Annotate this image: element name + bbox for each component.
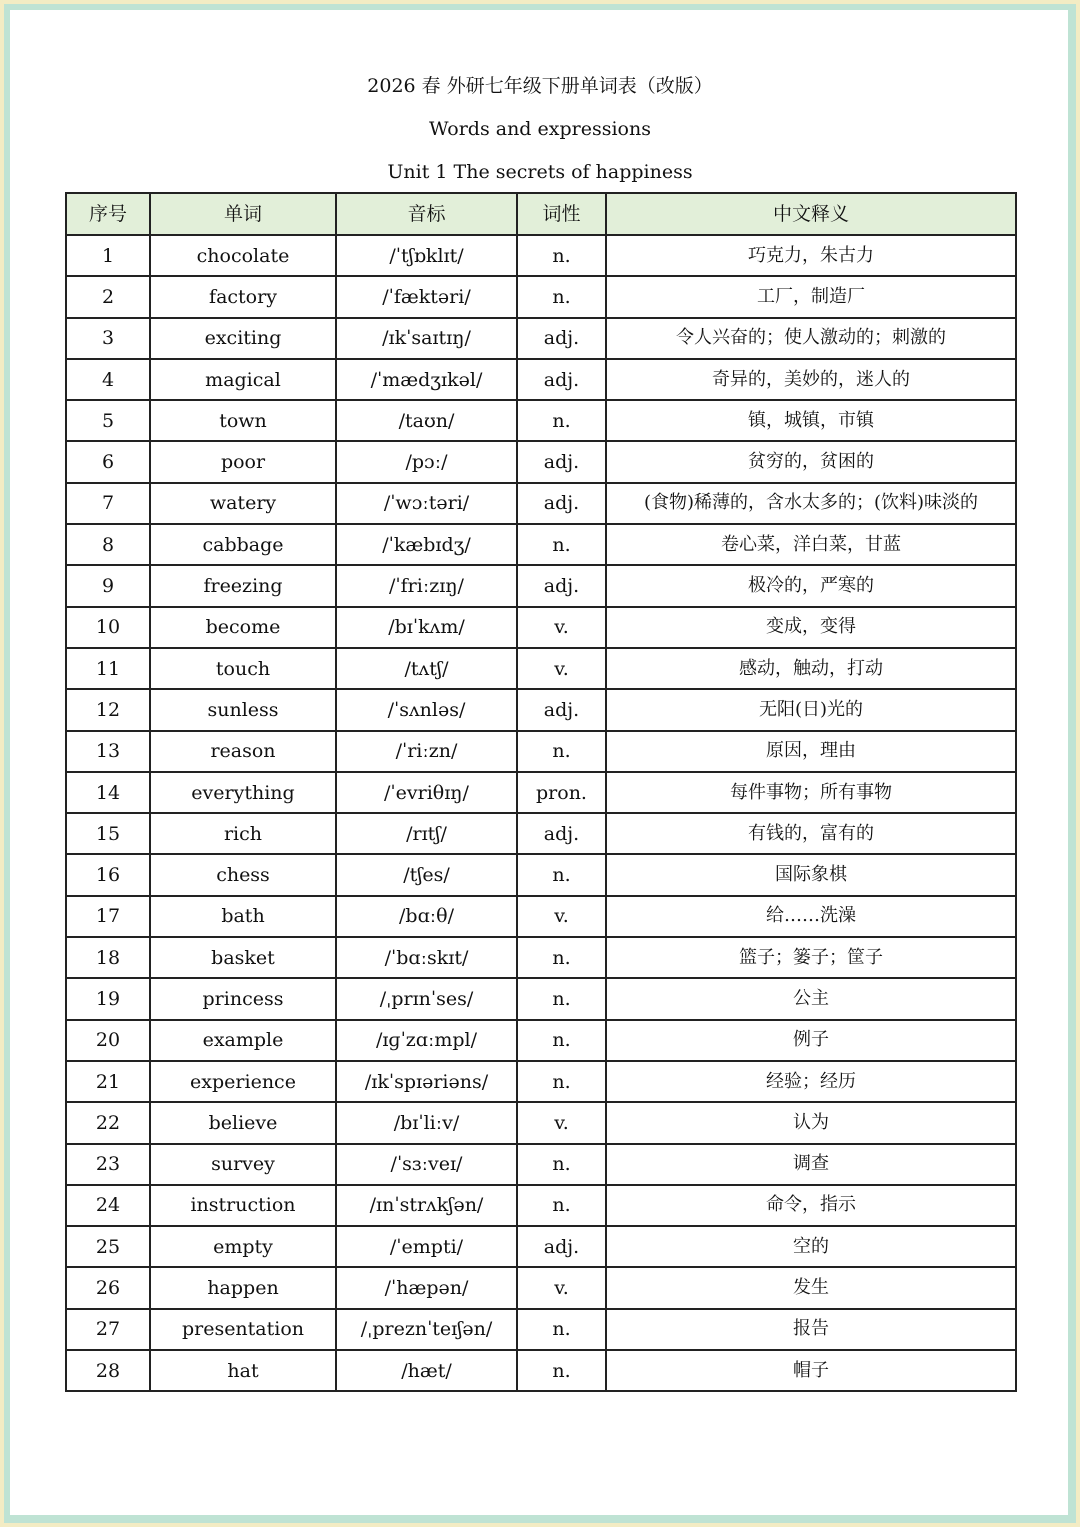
- cell-number: 10: [66, 607, 150, 648]
- cell-chinese-meaning: 巧克力，朱古力: [606, 235, 1016, 276]
- cell-part-of-speech: v.: [517, 1267, 606, 1308]
- cell-part-of-speech: n.: [517, 1350, 606, 1391]
- cell-number: 1: [66, 235, 150, 276]
- cell-word: bath: [150, 896, 336, 937]
- cell-part-of-speech: n.: [517, 524, 606, 565]
- cell-chinese-meaning: 无阳(日)光的: [606, 689, 1016, 730]
- cell-phonetic: /ˈfriːzɪŋ/: [336, 565, 517, 606]
- cell-number: 20: [66, 1020, 150, 1061]
- cell-chinese-meaning: 例子: [606, 1020, 1016, 1061]
- cell-number: 27: [66, 1309, 150, 1350]
- table-row: [66, 1309, 1016, 1350]
- cell-phonetic: /ˌpreznˈteɪʃən/: [336, 1309, 517, 1350]
- cell-word: reason: [150, 731, 336, 772]
- cell-chinese-meaning: (食物)稀薄的，含水太多的；(饮料)味淡的: [606, 483, 1016, 524]
- table-row: [66, 318, 1016, 359]
- cell-word: poor: [150, 441, 336, 482]
- cell-chinese-meaning: 调查: [606, 1144, 1016, 1185]
- cell-number: 6: [66, 441, 150, 482]
- cell-phonetic: /pɔː/: [336, 441, 517, 482]
- cell-phonetic: /ɪɡˈzɑːmpl/: [336, 1020, 517, 1061]
- cell-number: 4: [66, 359, 150, 400]
- cell-word: believe: [150, 1102, 336, 1143]
- cell-part-of-speech: n.: [517, 1020, 606, 1061]
- cell-word: chess: [150, 854, 336, 895]
- table-row: [66, 441, 1016, 482]
- table-row: [66, 276, 1016, 317]
- cell-chinese-meaning: 工厂，制造厂: [606, 276, 1016, 317]
- cell-word: example: [150, 1020, 336, 1061]
- cell-part-of-speech: n.: [517, 1185, 606, 1226]
- cell-number: 7: [66, 483, 150, 524]
- cell-number: 19: [66, 978, 150, 1019]
- cell-phonetic: /ˈhæpən/: [336, 1267, 517, 1308]
- table-row: [66, 607, 1016, 648]
- cell-number: 5: [66, 400, 150, 441]
- cell-word: presentation: [150, 1309, 336, 1350]
- table-row: [66, 1020, 1016, 1061]
- cell-part-of-speech: v.: [517, 607, 606, 648]
- cell-part-of-speech: n.: [517, 937, 606, 978]
- cell-phonetic: /ˈbɑːskɪt/: [336, 937, 517, 978]
- cell-part-of-speech: adj.: [517, 689, 606, 730]
- cell-chinese-meaning: 奇异的，美妙的，迷人的: [606, 359, 1016, 400]
- cell-phonetic: /bɑːθ/: [336, 896, 517, 937]
- cell-part-of-speech: v.: [517, 896, 606, 937]
- cell-part-of-speech: adj.: [517, 1226, 606, 1267]
- table-row: [66, 937, 1016, 978]
- cell-word: town: [150, 400, 336, 441]
- table-row: [66, 813, 1016, 854]
- table-row: [66, 1226, 1016, 1267]
- cell-word: magical: [150, 359, 336, 400]
- cell-number: 16: [66, 854, 150, 895]
- cell-phonetic: /ˈtʃɒklɪt/: [336, 235, 517, 276]
- cell-phonetic: /ɪnˈstrʌkʃən/: [336, 1185, 517, 1226]
- cell-number: 23: [66, 1144, 150, 1185]
- cell-part-of-speech: adj.: [517, 441, 606, 482]
- cell-part-of-speech: n.: [517, 276, 606, 317]
- table-row: [66, 1350, 1016, 1391]
- cell-word: experience: [150, 1061, 336, 1102]
- table-row: [66, 648, 1016, 689]
- cell-word: touch: [150, 648, 336, 689]
- cell-part-of-speech: n.: [517, 731, 606, 772]
- cell-chinese-meaning: 极冷的，严寒的: [606, 565, 1016, 606]
- cell-chinese-meaning: 认为: [606, 1102, 1016, 1143]
- cell-phonetic: /ɪkˈsaɪtɪŋ/: [336, 318, 517, 359]
- cell-phonetic: /ˌprɪnˈses/: [336, 978, 517, 1019]
- table-row: [66, 235, 1016, 276]
- table-row: [66, 1061, 1016, 1102]
- cell-number: 22: [66, 1102, 150, 1143]
- cell-part-of-speech: adj.: [517, 565, 606, 606]
- header-part-of-speech: 词性: [517, 193, 606, 235]
- cell-chinese-meaning: 篮子；篓子；筐子: [606, 937, 1016, 978]
- document-title: 2026 春 外研七年级下册单词表（改版）: [367, 75, 713, 97]
- cell-chinese-meaning: 变成，变得: [606, 607, 1016, 648]
- cell-phonetic: /bɪˈkʌm/: [336, 607, 517, 648]
- cell-word: everything: [150, 772, 336, 813]
- cell-word: hat: [150, 1350, 336, 1391]
- cell-chinese-meaning: 令人兴奋的；使人激动的；刺激的: [606, 318, 1016, 359]
- cell-word: freezing: [150, 565, 336, 606]
- cell-phonetic: /hæt/: [336, 1350, 517, 1391]
- cell-phonetic: /ˈempti/: [336, 1226, 517, 1267]
- table-row: [66, 772, 1016, 813]
- cell-number: 14: [66, 772, 150, 813]
- cell-chinese-meaning: 命令，指示: [606, 1185, 1016, 1226]
- cell-phonetic: /rɪtʃ/: [336, 813, 517, 854]
- cell-number: 11: [66, 648, 150, 689]
- cell-word: exciting: [150, 318, 336, 359]
- cell-word: basket: [150, 937, 336, 978]
- header-chinese-meaning: 中文释义: [606, 193, 1016, 235]
- cell-chinese-meaning: 报告: [606, 1309, 1016, 1350]
- cell-word: sunless: [150, 689, 336, 730]
- cell-word: become: [150, 607, 336, 648]
- header-word: 单词: [150, 193, 336, 235]
- header-phonetic: 音标: [336, 193, 517, 235]
- vocabulary-table: [65, 192, 1017, 1392]
- cell-part-of-speech: n.: [517, 854, 606, 895]
- table-row: [66, 1267, 1016, 1308]
- cell-part-of-speech: adj.: [517, 359, 606, 400]
- cell-part-of-speech: n.: [517, 235, 606, 276]
- cell-part-of-speech: n.: [517, 1309, 606, 1350]
- cell-phonetic: /ˈmædʒɪkəl/: [336, 359, 517, 400]
- cell-chinese-meaning: 空的: [606, 1226, 1016, 1267]
- cell-number: 13: [66, 731, 150, 772]
- cell-number: 21: [66, 1061, 150, 1102]
- cell-chinese-meaning: 经验；经历: [606, 1061, 1016, 1102]
- cell-number: 26: [66, 1267, 150, 1308]
- table-row: [66, 896, 1016, 937]
- cell-word: factory: [150, 276, 336, 317]
- cell-word: rich: [150, 813, 336, 854]
- cell-phonetic: /ˈevriθɪŋ/: [336, 772, 517, 813]
- cell-phonetic: /ˈkæbɪdʒ/: [336, 524, 517, 565]
- cell-chinese-meaning: 公主: [606, 978, 1016, 1019]
- cell-phonetic: /bɪˈliːv/: [336, 1102, 517, 1143]
- cell-number: 9: [66, 565, 150, 606]
- cell-part-of-speech: n.: [517, 400, 606, 441]
- cell-word: empty: [150, 1226, 336, 1267]
- cell-part-of-speech: adj.: [517, 483, 606, 524]
- cell-number: 12: [66, 689, 150, 730]
- table-row: [66, 731, 1016, 772]
- cell-phonetic: /ˈsʌnləs/: [336, 689, 517, 730]
- cell-number: 15: [66, 813, 150, 854]
- cell-phonetic: /ɪkˈspɪəriəns/: [336, 1061, 517, 1102]
- cell-number: 18: [66, 937, 150, 978]
- cell-phonetic: /ˈriːzn/: [336, 731, 517, 772]
- table-row: [66, 565, 1016, 606]
- cell-part-of-speech: pron.: [517, 772, 606, 813]
- cell-part-of-speech: v.: [517, 1102, 606, 1143]
- cell-chinese-meaning: 卷心菜，洋白菜，甘蓝: [606, 524, 1016, 565]
- cell-part-of-speech: n.: [517, 978, 606, 1019]
- cell-phonetic: /ˈwɔːtəri/: [336, 483, 517, 524]
- table-row: [66, 400, 1016, 441]
- table-body: [66, 235, 1016, 1391]
- cell-chinese-meaning: 给……洗澡: [606, 896, 1016, 937]
- cell-word: princess: [150, 978, 336, 1019]
- cell-number: 17: [66, 896, 150, 937]
- cell-part-of-speech: n.: [517, 1061, 606, 1102]
- cell-chinese-meaning: 贫穷的，贫困的: [606, 441, 1016, 482]
- cell-word: cabbage: [150, 524, 336, 565]
- table-row: [66, 689, 1016, 730]
- cell-chinese-meaning: 原因，理由: [606, 731, 1016, 772]
- cell-chinese-meaning: 感动，触动，打动: [606, 648, 1016, 689]
- cell-chinese-meaning: 帽子: [606, 1350, 1016, 1391]
- table-row: [66, 854, 1016, 895]
- table-row: [66, 1102, 1016, 1143]
- cell-number: 3: [66, 318, 150, 359]
- table-row: [66, 483, 1016, 524]
- table-row: [66, 1144, 1016, 1185]
- cell-chinese-meaning: 有钱的，富有的: [606, 813, 1016, 854]
- cell-word: instruction: [150, 1185, 336, 1226]
- cell-word: watery: [150, 483, 336, 524]
- cell-chinese-meaning: 国际象棋: [606, 854, 1016, 895]
- cell-chinese-meaning: 每件事物；所有事物: [606, 772, 1016, 813]
- header-number: 序号: [66, 193, 150, 235]
- cell-phonetic: /tʃes/: [336, 854, 517, 895]
- cell-phonetic: /ˈsɜːveɪ/: [336, 1144, 517, 1185]
- cell-chinese-meaning: 镇，城镇，市镇: [606, 400, 1016, 441]
- table-row: [66, 359, 1016, 400]
- cell-part-of-speech: adj.: [517, 813, 606, 854]
- cell-part-of-speech: n.: [517, 1144, 606, 1185]
- table-header-row: [66, 193, 1016, 235]
- cell-chinese-meaning: 发生: [606, 1267, 1016, 1308]
- unit-title: Unit 1 The secrets of happiness: [387, 161, 693, 183]
- cell-number: 24: [66, 1185, 150, 1226]
- cell-phonetic: /ˈfæktəri/: [336, 276, 517, 317]
- table-row: [66, 1185, 1016, 1226]
- cell-phonetic: /taʊn/: [336, 400, 517, 441]
- cell-number: 28: [66, 1350, 150, 1391]
- cell-word: chocolate: [150, 235, 336, 276]
- cell-part-of-speech: adj.: [517, 318, 606, 359]
- table-row: [66, 978, 1016, 1019]
- table-row: [66, 524, 1016, 565]
- cell-word: happen: [150, 1267, 336, 1308]
- cell-word: survey: [150, 1144, 336, 1185]
- document-subtitle: Words and expressions: [429, 118, 651, 140]
- cell-number: 25: [66, 1226, 150, 1267]
- cell-phonetic: /tʌtʃ/: [336, 648, 517, 689]
- cell-part-of-speech: v.: [517, 648, 606, 689]
- cell-number: 2: [66, 276, 150, 317]
- cell-number: 8: [66, 524, 150, 565]
